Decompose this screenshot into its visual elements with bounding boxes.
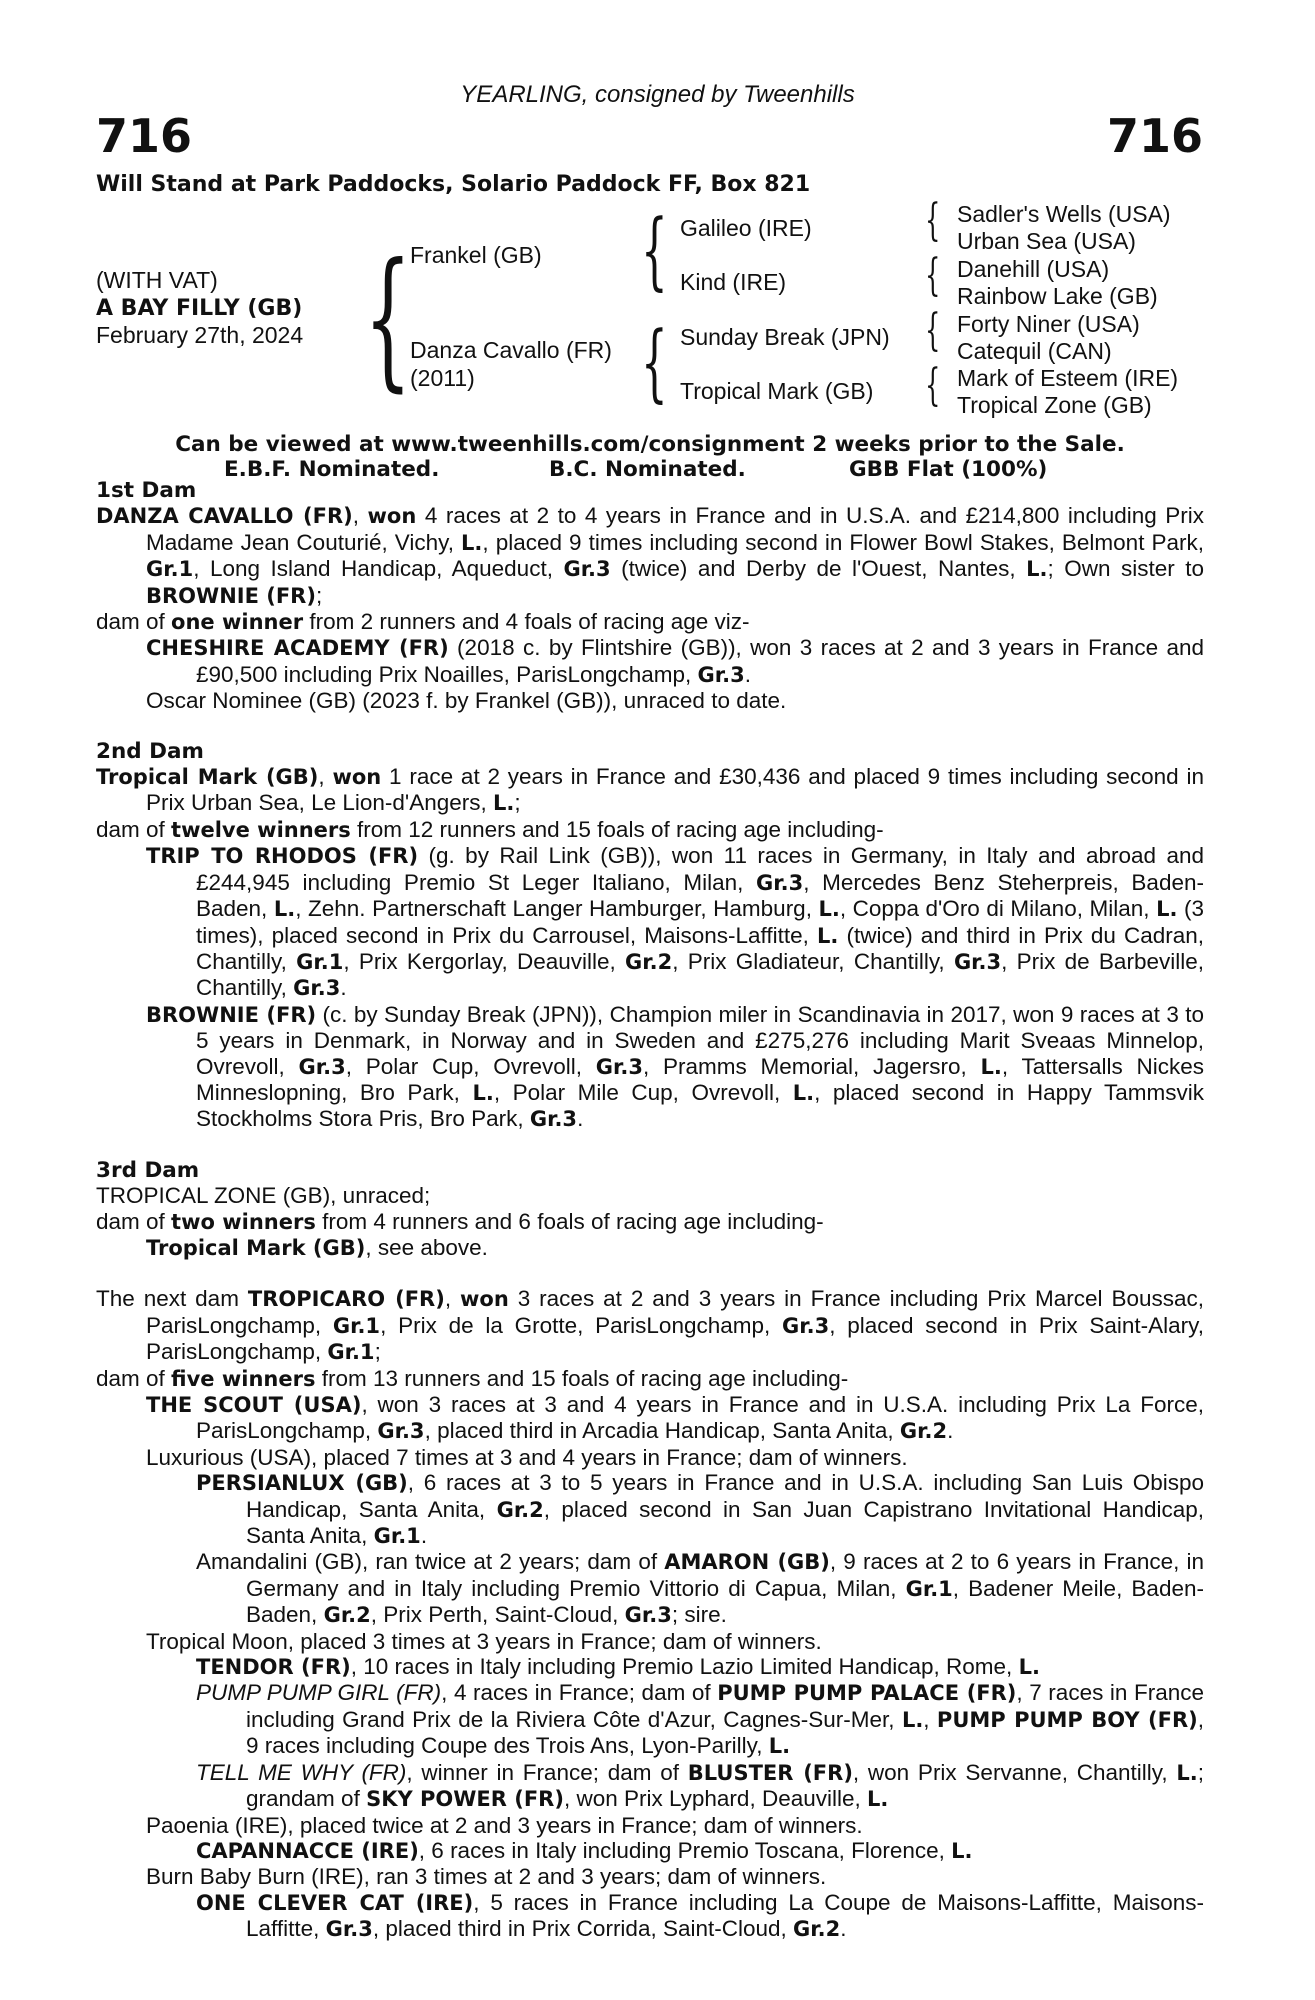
produce-entry: PUMP PUMP GIRL (FR), 4 races in France; dam of PUMP PUMP PALACE (FR), 7 races in France including Grand Prix de la Riviera Côte d'Azur, Cagnes-Sur-Mer, L., PUMP PUMP BOY (FR), 9 races including Coupe des Trois Ans, Lyon-Parilly, L. [196,1680,1205,1759]
pedigree-brace-g2: { [925,250,941,301]
produce-entry: TRIP TO RHODOS (FR) (g. by Rail Link (GB)), won 11 races in Germany, in Italy and abroad and £244,945 including Premio St Leger Italiano, Milan, Gr.3, Mercedes Benz Steherpreis, Baden-Baden, L., Zehn. Partnerschaft Langer Hamburger, Hamburg, L., Coppa d'Oro di Milano, Milan, L. (3 times), placed second in Prix du Carrousel, Maisons-Laffitte, L. (twice) and third in Prix du Cadran, Chantilly, Gr.1, Prix Kergorlay, Deauville, Gr.2, Prix Gladiateur, Chantilly, Gr.3, Prix de Barbeville, Chantilly, Gr.3. [146,843,1205,1001]
next-dam-record: The next dam TROPICARO (FR), won 3 races at 2 and 3 years in France including Prix Marcel Boussac, ParisLongchamp, Gr.1, Prix de la Grotte, ParisLongchamp, Gr.3, placed second in Prix Saint-Alary, ParisLongchamp, Gr.1; [96,1286,1204,1365]
produce-entry: Tropical Mark (GB), see above. [146,1234,488,1260]
sire-sire: Galileo (IRE) [680,215,812,241]
viewing-note: Can be viewed at www.tweenhills.com/consignment 2 weeks prior to the Sale. [175,432,1125,457]
produce-entry: CAPANNACCE (IRE), 6 races in Italy including Premio Toscana, Florence, L. [196,1837,973,1863]
third-dam-produce-summary: dam of two winners from 4 runners and 6 foals of racing age including- [96,1208,824,1234]
foaling-date: February 27th, 2024 [96,322,304,348]
pedigree-brace-sire: { [641,201,668,299]
dam-sire: Sunday Break (JPN) [680,324,890,350]
consignor-subtitle: YEARLING, consigned by Tweenhills [460,81,855,108]
sire: Frankel (GB) [410,242,542,268]
second-dam-produce-summary: dam of twelve winners from 12 runners and 15 foals of racing age including- [96,816,884,842]
produce-entry: Tropical Moon, placed 3 times at 3 years in France; dam of winners. [146,1628,822,1654]
dam: Danza Cavallo (FR) [410,337,612,363]
dam-record: DANZA CAVALLO (FR), won 4 races at 2 to 4 years in France and in U.S.A. and £214,800 including Prix Madame Jean Couturié, Vichy, L., placed 9 times including second in Flower Bowl Stakes, Belmont Park, Gr.1, Long Island Handicap, Aqueduct, Gr.3 (twice) and Derby de l'Ouest, Nantes, L.; Own sister to BROWNIE (FR); [96,503,1205,608]
bc-note: B.C. Nominated. [549,457,746,482]
g3-ancestor: Urban Sea (USA) [957,228,1136,254]
lot-number-right: 716 [1106,109,1203,163]
g3-ancestor: Forty Niner (USA) [957,311,1140,337]
stand-location: Will Stand at Park Paddocks, Solario Paddock FF, Box 821 [96,172,811,197]
pedigree-brace-main: { [364,232,412,406]
g3-ancestor: Tropical Zone (GB) [957,392,1152,418]
pedigree-brace-g4: { [925,360,941,411]
next-dam-produce-summary: dam of five winners from 13 runners and 15 foals of racing age including- [96,1365,849,1391]
produce-entry: THE SCOUT (USA), won 3 races at 3 and 4 years in France and in U.S.A. including Prix La Force, ParisLongchamp, Gr.3, placed third in Arcadia Handicap, Santa Anita, Gr.2. [146,1392,1204,1444]
g3-ancestor: Mark of Esteem (IRE) [957,365,1179,391]
pedigree-brace-g3: { [925,305,941,356]
produce-entry: Amandalini (GB), ran twice at 2 years; dam of AMARON (GB), 9 races at 2 to 6 years in France, in Germany and in Italy including Premio Vittorio di Capua, Milan, Gr.1, Badener Meile, Baden-Baden, Gr.2, Prix Perth, Saint-Cloud, Gr.3; sire. [196,1549,1205,1628]
produce-entry: PERSIANLUX (GB), 6 races at 3 to 5 years in France and in U.S.A. including San Luis Obispo Handicap, Santa Anita, Gr.2, placed second in San Juan Capistrano Invitational Handicap, Santa Anita, Gr.1. [196,1470,1204,1549]
pedigree-brace-dam: { [641,313,668,411]
pedigree-brace-g1: { [925,195,941,246]
heading-first-dam: 1st Dam [96,478,197,503]
produce-entry: CHESHIRE ACADEMY (FR) (2018 c. by Flintshire (GB)), won 3 races at 2 and 3 years in France and £90,500 including Prix Noailles, ParisLongchamp, Gr.3. [146,635,1204,687]
produce-entry: ONE CLEVER CAT (IRE), 5 races in France including La Coupe de Maisons-Laffitte, Maisons-Laffitte, Gr.3, placed third in Prix Corrida, Saint-Cloud, Gr.2. [196,1889,1204,1942]
g3-ancestor: Rainbow Lake (GB) [957,283,1158,309]
produce-entry: BROWNIE (FR) (c. by Sunday Break (JPN)), Champion miler in Scandinavia in 2017, won 9 races at 3 to 5 years in Denmark, in Norway and in Sweden and £275,276 including Marit Sveaas Minnelop, Ovrevoll, Gr.3, Polar Cup, Ovrevoll, Gr.3, Pramms Memorial, Jagersro, L., Tattersalls Nickes Minneslopning, Bro Park, L., Polar Mile Cup, Ovrevoll, L., placed second in Happy Tammsvik Stockholms Stora Pris, Bro Park, Gr.3. [146,1001,1205,1132]
produce-record [96,478,1204,1943]
dam-produce-summary: dam of one winner from 2 runners and 4 foals of racing age viz- [96,609,750,635]
lot-number-left: 716 [96,109,193,163]
gbb-note: GBB Flat (100%) [849,457,1048,482]
produce-entry: Paoenia (IRE), placed twice at 2 and 3 years in France; dam of winners. [146,1812,863,1838]
second-dam-record: Tropical Mark (GB), won 1 race at 2 years in France and £30,436 and placed 9 times including second in Prix Urban Sea, Le Lion-d'Angers, L.; [96,764,1204,816]
horse-name: A BAY FILLY (GB) [96,296,303,321]
produce-entry: TELL ME WHY (FR), winner in France; dam of BLUSTER (FR), won Prix Servanne, Chantilly, L.; grandam of SKY POWER (FR), won Prix Lyphard, Deauville, L. [196,1759,1204,1812]
produce-entry: Burn Baby Burn (IRE), ran 3 times at 2 and 3 years; dam of winners. [146,1864,827,1890]
g3-ancestor: Sadler's Wells (USA) [957,201,1171,227]
produce-entry: Luxurious (USA), placed 7 times at 3 and 4 years in France; dam of winners. [146,1444,908,1470]
heading-second-dam: 2nd Dam [96,738,204,764]
vat-note: (WITH VAT) [96,267,218,293]
dam-dam: Tropical Mark (GB) [680,378,874,404]
third-dam-record: TROPICAL ZONE (GB), unraced; [96,1183,431,1209]
g3-ancestor: Danehill (USA) [957,256,1110,282]
ebf-note: E.B.F. Nominated. [224,457,440,482]
g3-ancestor: Catequil (CAN) [957,338,1112,364]
produce-entry: Oscar Nominee (GB) (2023 f. by Frankel (GB)), unraced to date. [146,688,787,714]
sire-dam: Kind (IRE) [680,269,787,295]
heading-third-dam: 3rd Dam [96,1157,200,1183]
produce-entry: TENDOR (FR), 10 races in Italy including Premio Lazio Limited Handicap, Rome, L. [196,1654,1040,1680]
dam-year: (2011) [410,365,475,391]
